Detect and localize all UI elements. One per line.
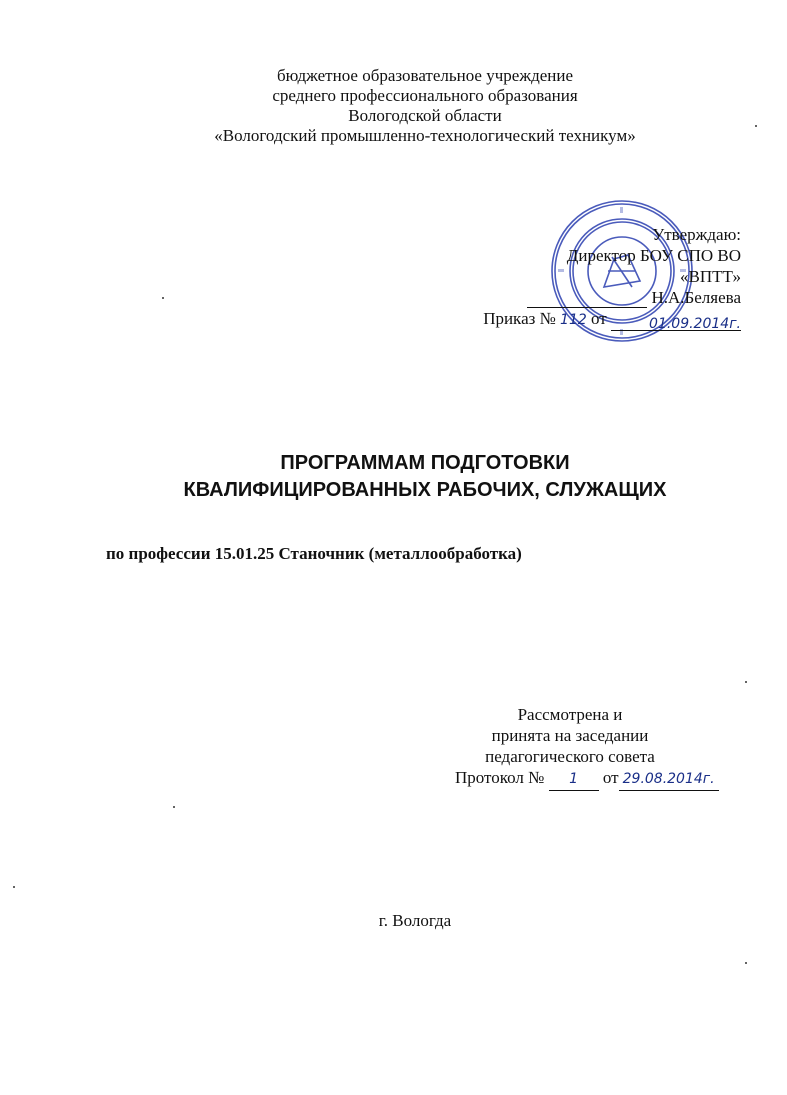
institution-header: [0, 66, 787, 146]
document-title: [0, 450, 787, 504]
protocol-from: от: [602, 768, 619, 787]
scan-speck: [755, 125, 757, 127]
order-from: от: [591, 309, 607, 328]
scan-speck: [745, 681, 747, 683]
title-line-2: КВАЛИФИЦИРОВАННЫХ РАБОЧИХ, СЛУЖАЩИХ: [183, 479, 667, 501]
protocol-date: 29.08.2014г.: [619, 769, 719, 791]
approval-block: [483, 224, 741, 331]
scan-speck: [745, 962, 747, 964]
protocol-number: 1: [549, 769, 599, 791]
order-number: 112: [560, 312, 587, 328]
review-block: [455, 704, 720, 791]
protocol-label: Протокол №: [455, 768, 545, 787]
signature-line: [527, 291, 647, 308]
review-line-1: Рассмотрена и: [517, 705, 623, 724]
header-line-4: «Вологодский промышленно-технологический техникум»: [214, 126, 636, 145]
review-line-3: педагогического совета: [485, 747, 655, 766]
order-label: Приказ №: [483, 309, 556, 328]
header-line-2: среднего профессионального образования: [272, 86, 578, 105]
city-line: г. Вологда: [378, 911, 452, 930]
signer-name: Н.А.Беляева: [651, 288, 741, 307]
profession-line: по профессии 15.01.25 Станочник (металлообработка): [106, 544, 522, 563]
director-position: Директор БОУ СПО ВО: [566, 246, 741, 265]
scan-speck: [173, 806, 175, 808]
title-line-1: ПРОГРАММАМ ПОДГОТОВКИ: [280, 452, 570, 474]
scan-speck: [13, 886, 15, 888]
organization-abbr: «ВПТТ»: [680, 267, 741, 286]
header-line-1: бюджетное образовательное учреждение: [276, 66, 574, 85]
header-line-3: Вологодской области: [348, 106, 502, 125]
review-line-2: принята на заседании: [491, 726, 649, 745]
order-line: [483, 308, 741, 331]
order-date: 01.09.2014г.: [611, 314, 741, 331]
protocol-line: [455, 767, 720, 791]
signer-line: [483, 287, 741, 308]
approve-label: Утверждаю:: [652, 225, 741, 244]
scan-speck: [162, 297, 164, 299]
